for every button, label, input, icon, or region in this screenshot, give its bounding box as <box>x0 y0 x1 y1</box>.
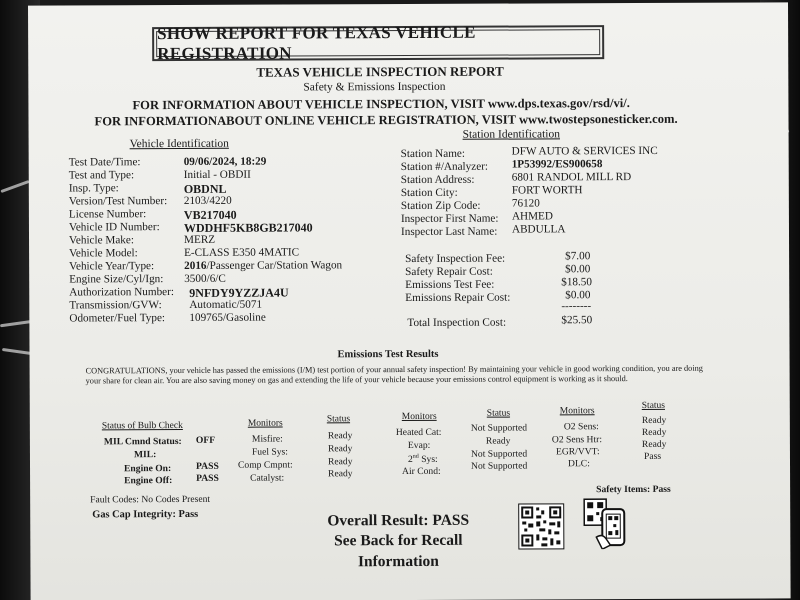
monitor-label: DLC: <box>567 458 590 470</box>
monitor-label: Evap: <box>407 439 431 452</box>
vehicle-label: Authorization Number: <box>69 286 174 299</box>
monitors-header: Monitors <box>247 418 283 429</box>
congrats-text: CONGRATULATIONS, your vehicle has passed the emissions (I/M) test portion of your annual safety inspection! By maintaining your vehicle in good working condition, you are doing <box>85 363 703 376</box>
bulb-value: OFF <box>195 434 216 446</box>
inspection-report-paper <box>28 2 791 600</box>
station-label: Station Zip Code: <box>400 199 481 213</box>
bulb-label: MIL Cmnd Status: <box>103 435 182 448</box>
station-zip-value: 76120 <box>511 197 540 210</box>
fee-label: Emissions Test Fee: <box>405 278 495 292</box>
monitor-label: Comp Cmpnt: <box>237 459 293 471</box>
phone-scan-graphic <box>582 497 632 549</box>
vehicle-section-heading: Vehicle Identification <box>129 137 229 151</box>
monitor-status: Ready <box>641 438 667 450</box>
version-test-value: 2103/4220 <box>183 194 232 207</box>
fee-value: $7.00 <box>565 250 591 263</box>
fee-divider: -------- <box>561 300 592 313</box>
monitor-label: O2 Sens Htr: <box>551 434 603 446</box>
vehicle-label: Transmission/GVW: <box>69 299 162 312</box>
monitors-header: Monitors <box>401 411 437 423</box>
station-section-heading: Station Identification <box>462 128 561 141</box>
recall-line: Information <box>357 552 439 571</box>
vehicle-label: Test and Type: <box>68 169 135 182</box>
fee-label: Safety Inspection Fee: <box>405 252 506 266</box>
bulb-check-heading: Status of Bulb Check <box>101 420 183 432</box>
fee-value: $18.50 <box>561 276 593 289</box>
report-subtitle: Safety & Emissions Inspection <box>303 80 446 94</box>
monitor-label: O2 Sens: <box>563 421 599 433</box>
phone-qr-scan-icon <box>582 497 632 549</box>
license-number-value: VB217040 <box>183 207 237 222</box>
monitor-status: Not Supported <box>470 448 528 460</box>
info-line-registration: FOR INFORMATIONABOUT ONLINE VEHICLE REGISTRATION, VISIT www.twostepsonesticker.com. <box>94 111 678 129</box>
monitor-status: Ready <box>641 414 667 426</box>
station-label: Station Address: <box>400 173 475 187</box>
status-header: Status <box>486 408 511 419</box>
vehicle-year-type-value <box>184 260 342 272</box>
transmission-value: Automatic/5071 <box>189 298 263 311</box>
vehicle-label: Vehicle Model: <box>69 247 138 260</box>
congrats-text: your share for clean air. You are also saving money on gas and extending the life of your vehicle because your emissions control equipment is working as it should. <box>85 374 628 386</box>
bulb-label: MIL: <box>133 449 157 461</box>
vehicle-label: Vehicle Year/Type: <box>69 260 155 273</box>
vehicle-label: Odometer/Fuel Type: <box>69 312 166 325</box>
monitor-status: Ready <box>327 456 353 468</box>
monitor-label: Fuel Sys: <box>251 446 288 458</box>
test-date-value: 09/06/2024, 18:29 <box>183 155 267 168</box>
monitor-status: Not Supported <box>470 422 528 434</box>
vehicle-year: 2016 <box>184 259 207 272</box>
fee-value: $0.00 <box>565 289 591 302</box>
monitor-label <box>408 454 438 465</box>
monitor-status: Ready <box>485 435 511 447</box>
gas-cap-integrity: Gas Cap Integrity: Pass <box>92 508 199 521</box>
vehicle-model-value: E-CLASS E350 4MATIC <box>184 246 300 259</box>
inspector-first-name-value: AHMED <box>511 210 553 223</box>
odometer-value: 109765/Gasoline <box>189 311 266 324</box>
monitor-label: Air Cond: <box>402 465 441 478</box>
vehicle-label: Insp. Type: <box>68 182 119 195</box>
monitor-label: Heated Cat: <box>395 426 442 439</box>
station-label: Inspector First Name: <box>400 212 499 226</box>
report-title: TEXAS VEHICLE INSPECTION REPORT <box>256 63 504 80</box>
monitor-label: Misfire: <box>251 433 283 445</box>
vehicle-type: /Passenger Car/Station Wagon <box>206 259 343 272</box>
fee-label: Emissions Repair Cost: <box>405 291 511 305</box>
safety-items: Safety Items: Pass <box>596 483 671 496</box>
bulb-value: PASS <box>195 460 219 472</box>
station-city-value: FORT WORTH <box>511 184 583 197</box>
station-name-value: DFW AUTO & SERVICES INC <box>511 144 658 158</box>
fault-codes: Fault Codes: No Codes Present <box>90 493 211 506</box>
recall-line: See Back for Recall <box>334 532 463 550</box>
total-cost-value: $25.50 <box>561 314 593 327</box>
vehicle-label: Vehicle ID Number: <box>68 221 160 234</box>
monitor-status: Pass <box>643 450 662 462</box>
vehicle-make-value: MERZ <box>184 233 216 246</box>
station-label: Station Name: <box>400 147 466 161</box>
vehicle-label: Test Date/Time: <box>68 156 141 169</box>
banner-text: SHOW REPORT FOR TEXAS VEHICLE REGISTRATION <box>156 29 600 57</box>
station-label: Station #/Analyzer: <box>400 160 489 174</box>
total-cost-label: Total Inspection Cost: <box>407 316 507 330</box>
bulb-label: Engine Off: <box>124 475 173 487</box>
vin-value: WDDHF5KB8GB217040 <box>183 220 313 235</box>
emissions-heading: Emissions Test Results <box>337 348 439 361</box>
authorization-number-value: 9NFDY9YZZJA4U <box>189 285 289 300</box>
fee-value: $0.00 <box>565 263 591 276</box>
monitor-label: Catalyst: <box>250 472 285 484</box>
vehicle-label: Version/Test Number: <box>68 195 168 208</box>
qr-code-graphic <box>519 504 563 548</box>
second-sys-label: 2nd Sys: <box>407 453 438 466</box>
test-type-value: Initial - OBDII <box>183 168 251 181</box>
fee-label: Safety Repair Cost: <box>405 265 493 279</box>
monitor-status: Ready <box>327 430 353 442</box>
monitor-status: Ready <box>641 426 667 438</box>
overall-result <box>308 511 488 573</box>
inspector-last-name-value: ABDULLA <box>511 223 566 236</box>
station-label: Inspector Last Name: <box>400 225 498 239</box>
monitor-status: Ready <box>328 468 353 480</box>
insp-type-value: OBDNL <box>183 181 227 196</box>
report-banner <box>152 22 604 64</box>
vehicle-label: Vehicle Make: <box>69 234 134 247</box>
monitors-header: Monitors <box>559 406 595 417</box>
status-header: Status <box>641 400 666 411</box>
qr-code-icon <box>518 503 564 549</box>
monitor-status: Ready <box>327 443 353 455</box>
monitor-status: Not Supported <box>470 460 528 472</box>
bulb-label: Engine On: <box>124 463 172 475</box>
station-label: Station City: <box>400 186 458 200</box>
station-address-value: 6801 RANDOL MILL RD <box>511 171 632 184</box>
bulb-value: PASS <box>196 472 219 484</box>
engine-size-value: 3500/6/C <box>184 272 226 285</box>
monitor-label: EGR/VVT: <box>555 446 600 458</box>
status-header: Status <box>326 414 351 425</box>
vehicle-label: Engine Size/Cyl/Ign: <box>69 273 164 286</box>
vehicle-label: License Number: <box>68 208 147 221</box>
overall-result-line: Overall Result: PASS <box>327 511 470 530</box>
info-line-inspection: FOR INFORMATION ABOUT VEHICLE INSPECTION, VISIT www.dps.texas.gov/rsd/vi/. <box>132 96 630 113</box>
station-analyzer-value: 1P53992/ES900658 <box>511 158 603 171</box>
